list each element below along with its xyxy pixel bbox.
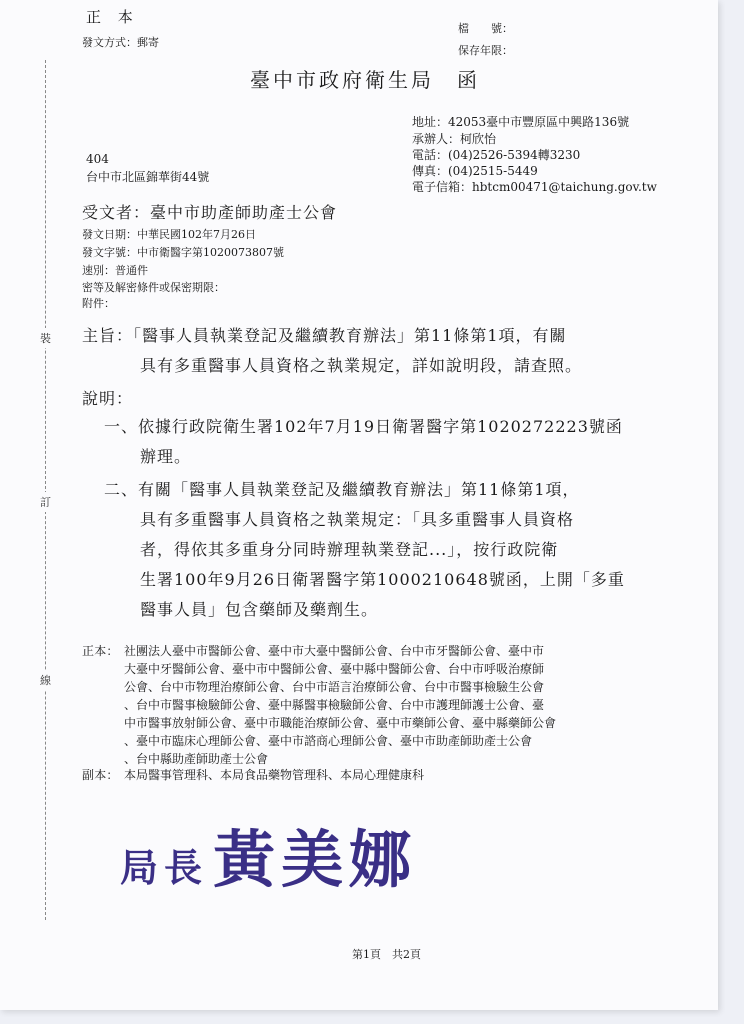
explanation-label: 說明： — [82, 389, 134, 408]
document-number: 發文字號：中市衛醫字第1020073807號 — [82, 246, 284, 259]
page-title: 臺中市政府衛生局 函 — [250, 68, 480, 92]
cc-main-line: 公會、台中市物理治療師公會、台中市語言治療師公會、台中市醫事檢驗生公會 — [124, 680, 545, 694]
binding-mark-3: 線 — [40, 670, 51, 690]
subject-line-1: 主旨：「醫事人員執業登記及繼續教育辦法」第11條第1項，有關 — [82, 326, 567, 345]
binding-line — [45, 60, 46, 920]
explanation-item-2-line-4: 生署100年9月26日衛署醫字第1000210648號函，上開「多重 — [140, 570, 625, 589]
cc-copy-label: 副本： — [82, 768, 119, 782]
copy-type: 正 本 — [86, 8, 139, 26]
cc-main-label: 正本： — [82, 644, 119, 658]
explanation-item-2-line-3: 者，得依其多重身分同時辦理執業登記...」，按行政院衛 — [140, 540, 559, 559]
cc-main-line: 、臺中市臨床心理師公會、臺中市諮商心理師公會、臺中市助產師助產士公會 — [124, 734, 533, 748]
explanation-item-2-line-1: 二、有關「醫事人員執業登記及繼續教育辦法」第11條第1項， — [104, 480, 580, 499]
cc-main-line: 社團法人臺中市醫師公會、臺中市大臺中醫師公會、台中市牙醫師公會、臺中市 — [124, 644, 545, 658]
signature-title: 局長 — [120, 846, 209, 890]
recipient-postal-code: 404 — [86, 152, 109, 166]
cc-copy-list: 本局醫事管理科、本局食品藥物管理科、本局心理健康科 — [124, 768, 425, 782]
sender-address: 地址：42053臺中市豐原區中興路136號 — [412, 115, 630, 129]
explanation-item-2-line-5: 醫事人員」包含藥師及藥劑生。 — [140, 600, 379, 619]
binding-mark-2: 訂 — [40, 492, 51, 512]
secrecy-level: 密等及解密條件或保密期限： — [82, 281, 225, 294]
explanation-item-1-line-2: 辦理。 — [140, 447, 192, 466]
signature-name: 黃美娜 — [213, 823, 418, 896]
cc-main-line: 、台中市醫事檢驗師公會、臺中縣醫事檢驗師公會、台中市護理師護士公會、臺 — [124, 698, 545, 712]
recipient-street: 台中市北區錦華街44號 — [86, 170, 210, 184]
file-number-label: 檔 號： — [458, 22, 513, 35]
sender-fax: 傳真：(04)2515-5449 — [412, 164, 538, 178]
retention-label: 保存年限： — [458, 44, 513, 57]
cc-main-line: 、台中縣助產師助產士公會 — [124, 752, 269, 766]
sender-phone: 電話：(04)2526-5394轉3230 — [412, 148, 581, 162]
signature-stamp — [120, 810, 417, 899]
cc-main-list — [124, 642, 644, 768]
sender-email: 電子信箱：hbtcm00471@taichung.gov.tw — [412, 180, 657, 194]
send-method: 發文方式：郵寄 — [82, 36, 159, 49]
cc-main-line: 中市醫事放射師公會、臺中市職能治療師公會、臺中市藥師公會、臺中縣藥師公會 — [124, 716, 557, 730]
sender-contact: 承辦人：柯欣怡 — [412, 132, 497, 146]
binding-mark-1: 裝 — [40, 328, 51, 348]
issue-date: 發文日期：中華民國102年7月26日 — [82, 228, 256, 241]
subject-line-2: 具有多重醫事人員資格之執業規定，詳如說明段，請查照。 — [140, 356, 583, 375]
speed-class: 速別：普通件 — [82, 264, 148, 277]
attachment: 附件： — [82, 297, 115, 310]
cc-main-line: 大臺中牙醫師公會、臺中市中醫師公會、臺中縣中醫師公會、台中市呼吸治療師 — [124, 662, 545, 676]
explanation-item-1-line-1: 一、依據行政院衛生署102年7月19日衛署醫字第1020272223號函 — [104, 417, 623, 436]
explanation-item-2-line-2: 具有多重醫事人員資格之執業規定：「具多重醫事人員資格 — [140, 510, 575, 529]
page-number: 第1頁 共2頁 — [352, 948, 421, 961]
recipient: 受文者：臺中市助產師助產士公會 — [82, 203, 338, 222]
